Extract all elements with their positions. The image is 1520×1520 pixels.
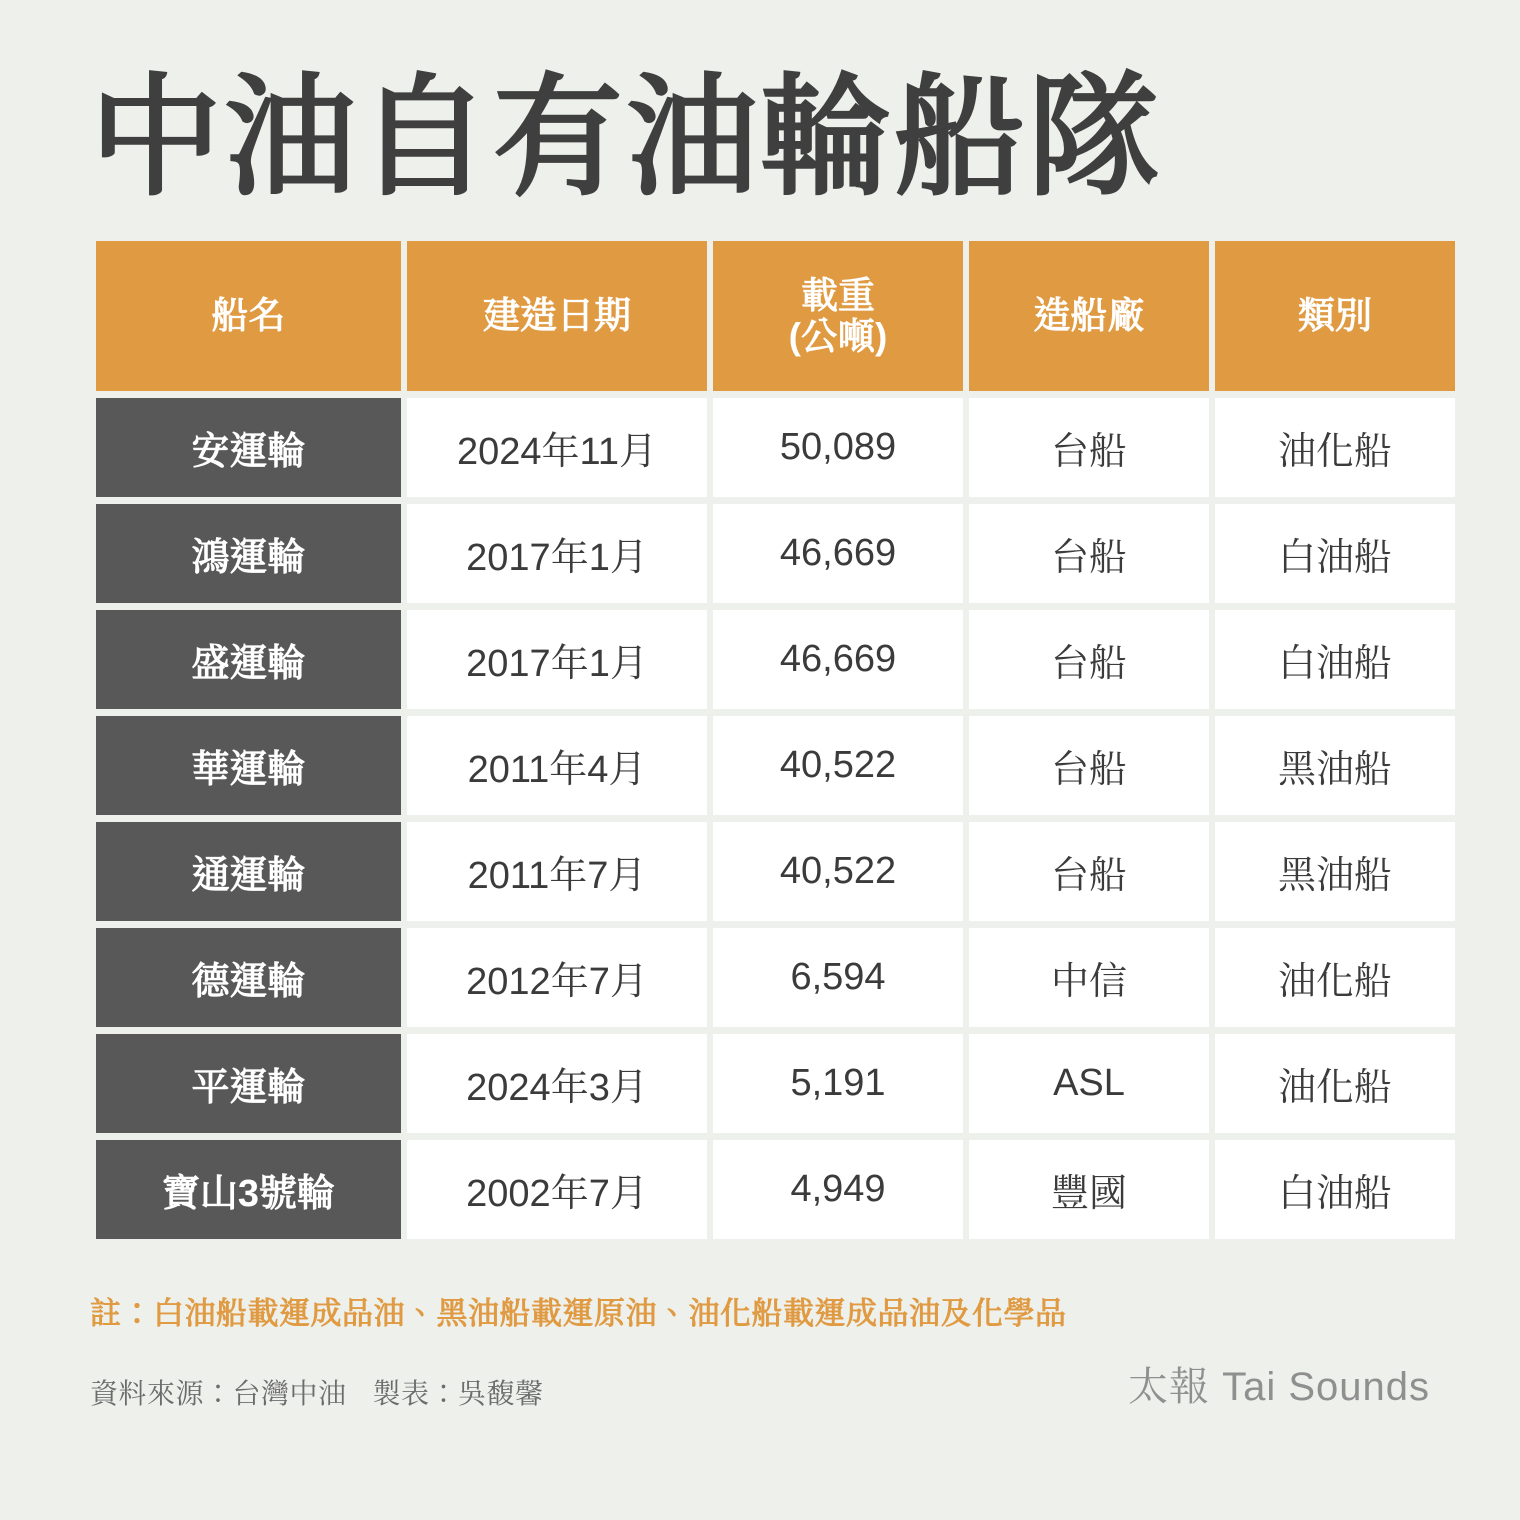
column-header-deadweight-line1: 載重 xyxy=(801,274,875,316)
cell-shipyard: 台船 xyxy=(969,610,1209,709)
column-header-deadweight xyxy=(713,241,963,391)
cell-category: 黑油船 xyxy=(1215,716,1455,815)
cell-deadweight: 40,522 xyxy=(713,716,963,815)
footnote: 註：白油船載運成品油、黑油船載運原油、油化船載運成品油及化學品 xyxy=(90,1296,1067,1331)
cell-category: 油化船 xyxy=(1215,398,1455,497)
cell-deadweight: 4,949 xyxy=(713,1140,963,1239)
cell-shipyard: 台船 xyxy=(969,822,1209,921)
column-header-ship-name-line1: 船名 xyxy=(211,295,286,337)
column-header-category xyxy=(1215,241,1455,391)
cell-ship-name: 通運輪 xyxy=(96,822,401,921)
table-row xyxy=(96,716,1455,815)
table-row xyxy=(96,928,1455,1027)
fleet-table xyxy=(90,234,1461,1246)
table-row xyxy=(96,504,1455,603)
cell-category: 黑油船 xyxy=(1215,822,1455,921)
brand-logo: 太報 Tai Sounds xyxy=(1127,1365,1430,1409)
cell-ship-name: 安運輪 xyxy=(96,398,401,497)
column-header-shipyard-line1: 造船廠 xyxy=(1033,295,1145,337)
cell-build-date: 2024年11月 xyxy=(407,398,707,497)
cell-deadweight: 46,669 xyxy=(713,504,963,603)
column-header-shipyard xyxy=(969,241,1209,391)
cell-shipyard: 台船 xyxy=(969,504,1209,603)
column-header-build-date-line1: 建造日期 xyxy=(483,295,631,337)
table-row xyxy=(96,610,1455,709)
table-header-row xyxy=(96,241,1455,391)
table-row xyxy=(96,822,1455,921)
cell-build-date: 2012年7月 xyxy=(407,928,707,1027)
table-row xyxy=(96,1140,1455,1239)
cell-deadweight: 50,089 xyxy=(713,398,963,497)
cell-ship-name: 德運輪 xyxy=(96,928,401,1027)
column-header-deadweight-line2: (公噸) xyxy=(788,316,888,357)
cell-shipyard: ASL xyxy=(969,1034,1209,1133)
cell-ship-name: 鴻運輪 xyxy=(96,504,401,603)
cell-build-date: 2011年4月 xyxy=(407,716,707,815)
table-row xyxy=(96,398,1455,497)
source-credit xyxy=(90,1372,544,1412)
page-title: 中油自有油輪船隊 xyxy=(90,64,1162,211)
footer xyxy=(90,1355,1430,1412)
cell-deadweight: 46,669 xyxy=(713,610,963,709)
cell-category: 油化船 xyxy=(1215,1034,1455,1133)
column-header-category-line1: 類別 xyxy=(1298,295,1372,337)
cell-ship-name: 寶山3號輪 xyxy=(96,1140,401,1239)
cell-shipyard: 台船 xyxy=(969,398,1209,497)
column-header-build-date xyxy=(407,241,707,391)
cell-build-date: 2017年1月 xyxy=(407,504,707,603)
table-row xyxy=(96,1034,1455,1133)
cell-category: 油化船 xyxy=(1215,928,1455,1027)
cell-shipyard: 豐國 xyxy=(969,1140,1209,1239)
cell-shipyard: 中信 xyxy=(969,928,1209,1027)
cell-category: 白油船 xyxy=(1215,504,1455,603)
column-header-ship-name xyxy=(96,241,401,391)
source-label: 資料來源：台灣中油 xyxy=(90,1378,347,1409)
cell-category: 白油船 xyxy=(1215,610,1455,709)
cell-category: 白油船 xyxy=(1215,1140,1455,1239)
cell-build-date: 2011年7月 xyxy=(407,822,707,921)
cell-deadweight: 6,594 xyxy=(713,928,963,1027)
cell-deadweight: 40,522 xyxy=(713,822,963,921)
cell-shipyard: 台船 xyxy=(969,716,1209,815)
cell-build-date: 2002年7月 xyxy=(407,1140,707,1239)
cell-deadweight: 5,191 xyxy=(713,1034,963,1133)
cell-build-date: 2024年3月 xyxy=(407,1034,707,1133)
cell-ship-name: 平運輪 xyxy=(96,1034,401,1133)
cell-ship-name: 盛運輪 xyxy=(96,610,401,709)
cell-ship-name: 華運輪 xyxy=(96,716,401,815)
cell-build-date: 2017年1月 xyxy=(407,610,707,709)
author-label: 製表：吳馥馨 xyxy=(372,1378,544,1409)
